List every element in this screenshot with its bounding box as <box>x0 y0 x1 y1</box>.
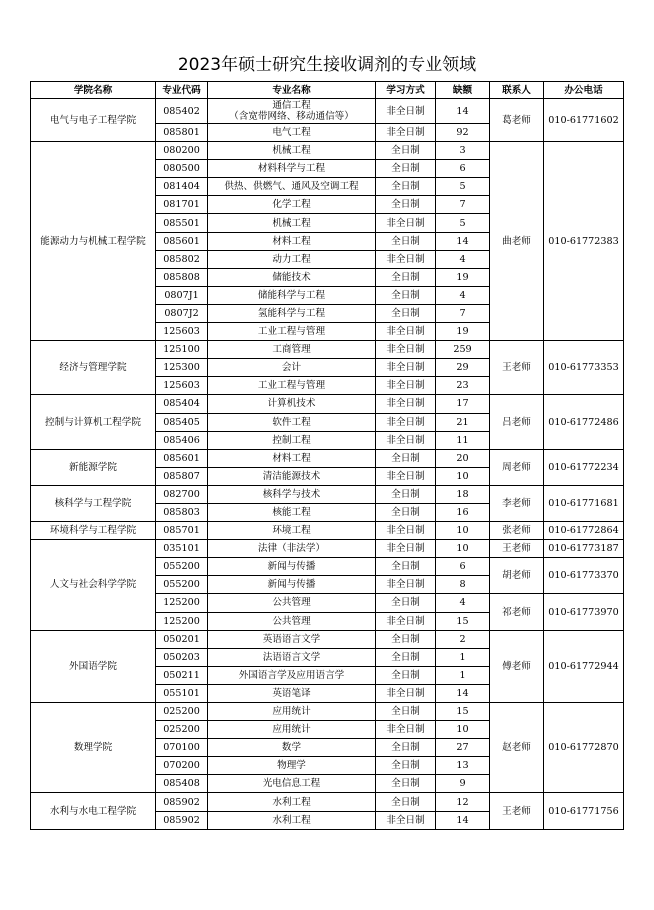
mode-cell: 非全日制 <box>376 811 436 829</box>
major-cell: 水利工程 <box>208 811 376 829</box>
quota-cell: 21 <box>436 413 490 431</box>
code-cell: 125200 <box>156 612 208 630</box>
adjustment-table <box>30 81 624 830</box>
quota-cell: 4 <box>436 594 490 612</box>
phone-cell: 010-61773353 <box>544 341 624 395</box>
contact-cell: 周老师 <box>490 449 544 485</box>
table-row <box>31 793 624 811</box>
major-cell: 化学工程 <box>208 196 376 214</box>
school-cell: 外国语学院 <box>31 630 156 702</box>
mode-cell: 非全日制 <box>376 413 436 431</box>
major-cell: 储能技术 <box>208 268 376 286</box>
major-cell: 外国语言学及应用语言学 <box>208 666 376 684</box>
quota-cell: 2 <box>436 630 490 648</box>
quota-cell: 14 <box>436 811 490 829</box>
code-cell: 125200 <box>156 594 208 612</box>
code-cell: 050201 <box>156 630 208 648</box>
code-cell: 025200 <box>156 703 208 721</box>
table-row <box>31 522 624 540</box>
quota-cell: 20 <box>436 449 490 467</box>
mode-cell: 非全日制 <box>376 467 436 485</box>
header-school: 学院名称 <box>31 82 156 99</box>
quota-cell: 7 <box>436 196 490 214</box>
header-contact: 联系人 <box>490 82 544 99</box>
major-cell: 氢能科学与工程 <box>208 304 376 322</box>
contact-cell: 李老师 <box>490 485 544 521</box>
quota-cell: 1 <box>436 666 490 684</box>
quota-cell: 10 <box>436 467 490 485</box>
mode-cell: 全日制 <box>376 160 436 178</box>
code-cell: 085601 <box>156 232 208 250</box>
quota-cell: 12 <box>436 793 490 811</box>
mode-cell: 全日制 <box>376 449 436 467</box>
table-row <box>31 485 624 503</box>
mode-cell: 非全日制 <box>376 522 436 540</box>
quota-cell: 8 <box>436 576 490 594</box>
quota-cell: 14 <box>436 232 490 250</box>
code-cell: 085601 <box>156 449 208 467</box>
major-cell: 材料工程 <box>208 449 376 467</box>
mode-cell: 非全日制 <box>376 684 436 702</box>
quota-cell: 10 <box>436 721 490 739</box>
mode-cell: 非全日制 <box>376 576 436 594</box>
code-cell: 055101 <box>156 684 208 702</box>
major-cell: 工商管理 <box>208 341 376 359</box>
phone-cell: 010-61772944 <box>544 630 624 702</box>
quota-cell: 17 <box>436 395 490 413</box>
mode-cell: 全日制 <box>376 142 436 160</box>
major-cell: 控制工程 <box>208 431 376 449</box>
quota-cell: 6 <box>436 160 490 178</box>
code-cell: 125300 <box>156 359 208 377</box>
code-cell: 081404 <box>156 178 208 196</box>
code-cell: 082700 <box>156 485 208 503</box>
header-row <box>31 82 624 99</box>
code-cell: 0807J2 <box>156 304 208 322</box>
mode-cell: 全日制 <box>376 648 436 666</box>
major-cell: 水利工程 <box>208 793 376 811</box>
code-cell: 0807J1 <box>156 286 208 304</box>
code-cell: 080500 <box>156 160 208 178</box>
mode-cell: 非全日制 <box>376 323 436 341</box>
code-cell: 085501 <box>156 214 208 232</box>
table-row <box>31 142 624 160</box>
school-cell: 数理学院 <box>31 703 156 793</box>
mode-cell: 全日制 <box>376 630 436 648</box>
phone-cell: 010-61771756 <box>544 793 624 829</box>
phone-cell: 010-61772486 <box>544 395 624 449</box>
mode-cell: 全日制 <box>376 503 436 521</box>
header-mode: 学习方式 <box>376 82 436 99</box>
table-row <box>31 395 624 413</box>
code-cell: 085902 <box>156 793 208 811</box>
major-cell: 工业工程与管理 <box>208 377 376 395</box>
school-cell: 环境科学与工程学院 <box>31 522 156 540</box>
contact-cell: 赵老师 <box>490 703 544 793</box>
major-cell: 核科学与技术 <box>208 485 376 503</box>
quota-cell: 19 <box>436 323 490 341</box>
mode-cell: 全日制 <box>376 757 436 775</box>
major-cell: 物理学 <box>208 757 376 775</box>
mode-cell: 全日制 <box>376 196 436 214</box>
mode-cell: 全日制 <box>376 703 436 721</box>
quota-cell: 23 <box>436 377 490 395</box>
code-cell: 125603 <box>156 377 208 395</box>
school-cell: 水利与水电工程学院 <box>31 793 156 829</box>
school-cell: 控制与计算机工程学院 <box>31 395 156 449</box>
phone-cell: 010-61772383 <box>544 142 624 341</box>
phone-cell: 010-61772864 <box>544 522 624 540</box>
code-cell: 081701 <box>156 196 208 214</box>
major-cell: 储能科学与工程 <box>208 286 376 304</box>
mode-cell: 全日制 <box>376 594 436 612</box>
major-cell: 英语语言文学 <box>208 630 376 648</box>
mode-cell: 非全日制 <box>376 431 436 449</box>
code-cell: 085807 <box>156 467 208 485</box>
quota-cell: 14 <box>436 99 490 124</box>
contact-cell: 王老师 <box>490 540 544 558</box>
mode-cell: 非全日制 <box>376 377 436 395</box>
code-cell: 125603 <box>156 323 208 341</box>
table-row <box>31 341 624 359</box>
page-title: 2023年硕士研究生接收调剂的专业领域 <box>177 55 477 75</box>
quota-cell: 92 <box>436 124 490 142</box>
quota-cell: 15 <box>436 612 490 630</box>
major-cell: 数学 <box>208 739 376 757</box>
major-cell: 电气工程 <box>208 124 376 142</box>
major-cell: 材料工程 <box>208 232 376 250</box>
major-cell: 光电信息工程 <box>208 775 376 793</box>
quota-cell: 3 <box>436 142 490 160</box>
code-cell: 035101 <box>156 540 208 558</box>
mode-cell: 全日制 <box>376 485 436 503</box>
code-cell: 055200 <box>156 558 208 576</box>
quota-cell: 13 <box>436 757 490 775</box>
code-cell: 070100 <box>156 739 208 757</box>
mode-cell: 全日制 <box>376 558 436 576</box>
code-cell: 085404 <box>156 395 208 413</box>
code-cell: 050203 <box>156 648 208 666</box>
phone-cell: 010-61772870 <box>544 703 624 793</box>
mode-cell: 全日制 <box>376 775 436 793</box>
major-cell: 法语语言文学 <box>208 648 376 666</box>
code-cell: 050211 <box>156 666 208 684</box>
school-cell: 经济与管理学院 <box>31 341 156 395</box>
major-cell: 公共管理 <box>208 594 376 612</box>
school-cell: 电气与电子工程学院 <box>31 99 156 142</box>
phone-cell: 010-61773970 <box>544 594 624 630</box>
quota-cell: 7 <box>436 304 490 322</box>
code-cell: 085808 <box>156 268 208 286</box>
phone-cell: 010-61771602 <box>544 99 624 142</box>
code-cell: 055200 <box>156 576 208 594</box>
contact-cell: 王老师 <box>490 793 544 829</box>
major-cell: 清洁能源技术 <box>208 467 376 485</box>
quota-cell: 6 <box>436 558 490 576</box>
major-cell: 机械工程 <box>208 142 376 160</box>
mode-cell: 全日制 <box>376 286 436 304</box>
mode-cell: 全日制 <box>376 178 436 196</box>
school-cell: 核科学与工程学院 <box>31 485 156 521</box>
header-phone: 办公电话 <box>544 82 624 99</box>
major-line: 通信工程 <box>272 100 311 111</box>
code-cell: 070200 <box>156 757 208 775</box>
major-cell: 应用统计 <box>208 703 376 721</box>
phone-cell: 010-61772234 <box>544 449 624 485</box>
code-cell: 085803 <box>156 503 208 521</box>
code-cell: 085405 <box>156 413 208 431</box>
major-cell: 计算机技术 <box>208 395 376 413</box>
mode-cell: 全日制 <box>376 304 436 322</box>
phone-cell: 010-61771681 <box>544 485 624 521</box>
header-quota: 缺额 <box>436 82 490 99</box>
code-cell: 080200 <box>156 142 208 160</box>
mode-cell: 非全日制 <box>376 359 436 377</box>
quota-cell: 27 <box>436 739 490 757</box>
mode-cell: 非全日制 <box>376 250 436 268</box>
quota-cell: 10 <box>436 522 490 540</box>
major-cell: 公共管理 <box>208 612 376 630</box>
mode-cell: 全日制 <box>376 793 436 811</box>
contact-cell: 葛老师 <box>490 99 544 142</box>
major-cell: 环境工程 <box>208 522 376 540</box>
code-cell: 085402 <box>156 99 208 124</box>
school-cell: 新能源学院 <box>31 449 156 485</box>
phone-cell: 010-61773187 <box>544 540 624 558</box>
contact-cell: 吕老师 <box>490 395 544 449</box>
quota-cell: 16 <box>436 503 490 521</box>
contact-cell: 胡老师 <box>490 558 544 594</box>
major-cell: 新闻与传播 <box>208 576 376 594</box>
code-cell: 125100 <box>156 341 208 359</box>
code-cell: 025200 <box>156 721 208 739</box>
phone-cell: 010-61773370 <box>544 558 624 594</box>
header-major: 专业名称 <box>208 82 376 99</box>
code-cell: 085701 <box>156 522 208 540</box>
table-row <box>31 540 624 558</box>
mode-cell: 全日制 <box>376 268 436 286</box>
mode-cell: 非全日制 <box>376 99 436 124</box>
code-cell: 085408 <box>156 775 208 793</box>
quota-cell: 19 <box>436 268 490 286</box>
major-cell: 法律（非法学） <box>208 540 376 558</box>
table-row <box>31 630 624 648</box>
table-body <box>31 99 624 830</box>
table-row <box>31 99 624 124</box>
mode-cell: 非全日制 <box>376 395 436 413</box>
code-cell: 085801 <box>156 124 208 142</box>
contact-cell: 王老师 <box>490 341 544 395</box>
quota-cell: 14 <box>436 684 490 702</box>
major-cell: 会计 <box>208 359 376 377</box>
table-row <box>31 703 624 721</box>
quota-cell: 5 <box>436 178 490 196</box>
major-cell: 机械工程 <box>208 214 376 232</box>
code-cell: 085802 <box>156 250 208 268</box>
code-cell: 085902 <box>156 811 208 829</box>
quota-cell: 15 <box>436 703 490 721</box>
header-code: 专业代码 <box>156 82 208 99</box>
mode-cell: 非全日制 <box>376 721 436 739</box>
quota-cell: 4 <box>436 250 490 268</box>
quota-cell: 1 <box>436 648 490 666</box>
contact-cell: 张老师 <box>490 522 544 540</box>
major-cell: 工业工程与管理 <box>208 323 376 341</box>
major-cell: 应用统计 <box>208 721 376 739</box>
quota-cell: 10 <box>436 540 490 558</box>
mode-cell: 非全日制 <box>376 612 436 630</box>
contact-cell: 曲老师 <box>490 142 544 341</box>
mode-cell: 全日制 <box>376 739 436 757</box>
school-cell: 能源动力与机械工程学院 <box>31 142 156 341</box>
mode-cell: 非全日制 <box>376 214 436 232</box>
mode-cell: 非全日制 <box>376 124 436 142</box>
quota-cell: 4 <box>436 286 490 304</box>
quota-cell: 29 <box>436 359 490 377</box>
mode-cell: 全日制 <box>376 232 436 250</box>
major-cell: 英语笔译 <box>208 684 376 702</box>
quota-cell: 5 <box>436 214 490 232</box>
school-cell: 人文与社会科学学院 <box>31 540 156 630</box>
major-note: （含宽带网络、移动通信等） <box>229 111 354 122</box>
mode-cell: 非全日制 <box>376 341 436 359</box>
major-cell: 供热、供燃气、通风及空调工程 <box>208 178 376 196</box>
quota-cell: 18 <box>436 485 490 503</box>
quota-cell: 259 <box>436 341 490 359</box>
mode-cell: 非全日制 <box>376 540 436 558</box>
table-row <box>31 449 624 467</box>
major-cell: 核能工程 <box>208 503 376 521</box>
contact-cell: 祁老师 <box>490 594 544 630</box>
code-cell: 085406 <box>156 431 208 449</box>
mode-cell: 全日制 <box>376 666 436 684</box>
quota-cell: 9 <box>436 775 490 793</box>
major-cell: 新闻与传播 <box>208 558 376 576</box>
quota-cell: 11 <box>436 431 490 449</box>
major-cell: 动力工程 <box>208 250 376 268</box>
major-cell <box>208 99 376 124</box>
contact-cell: 傅老师 <box>490 630 544 702</box>
major-cell: 材料科学与工程 <box>208 160 376 178</box>
major-cell: 软件工程 <box>208 413 376 431</box>
